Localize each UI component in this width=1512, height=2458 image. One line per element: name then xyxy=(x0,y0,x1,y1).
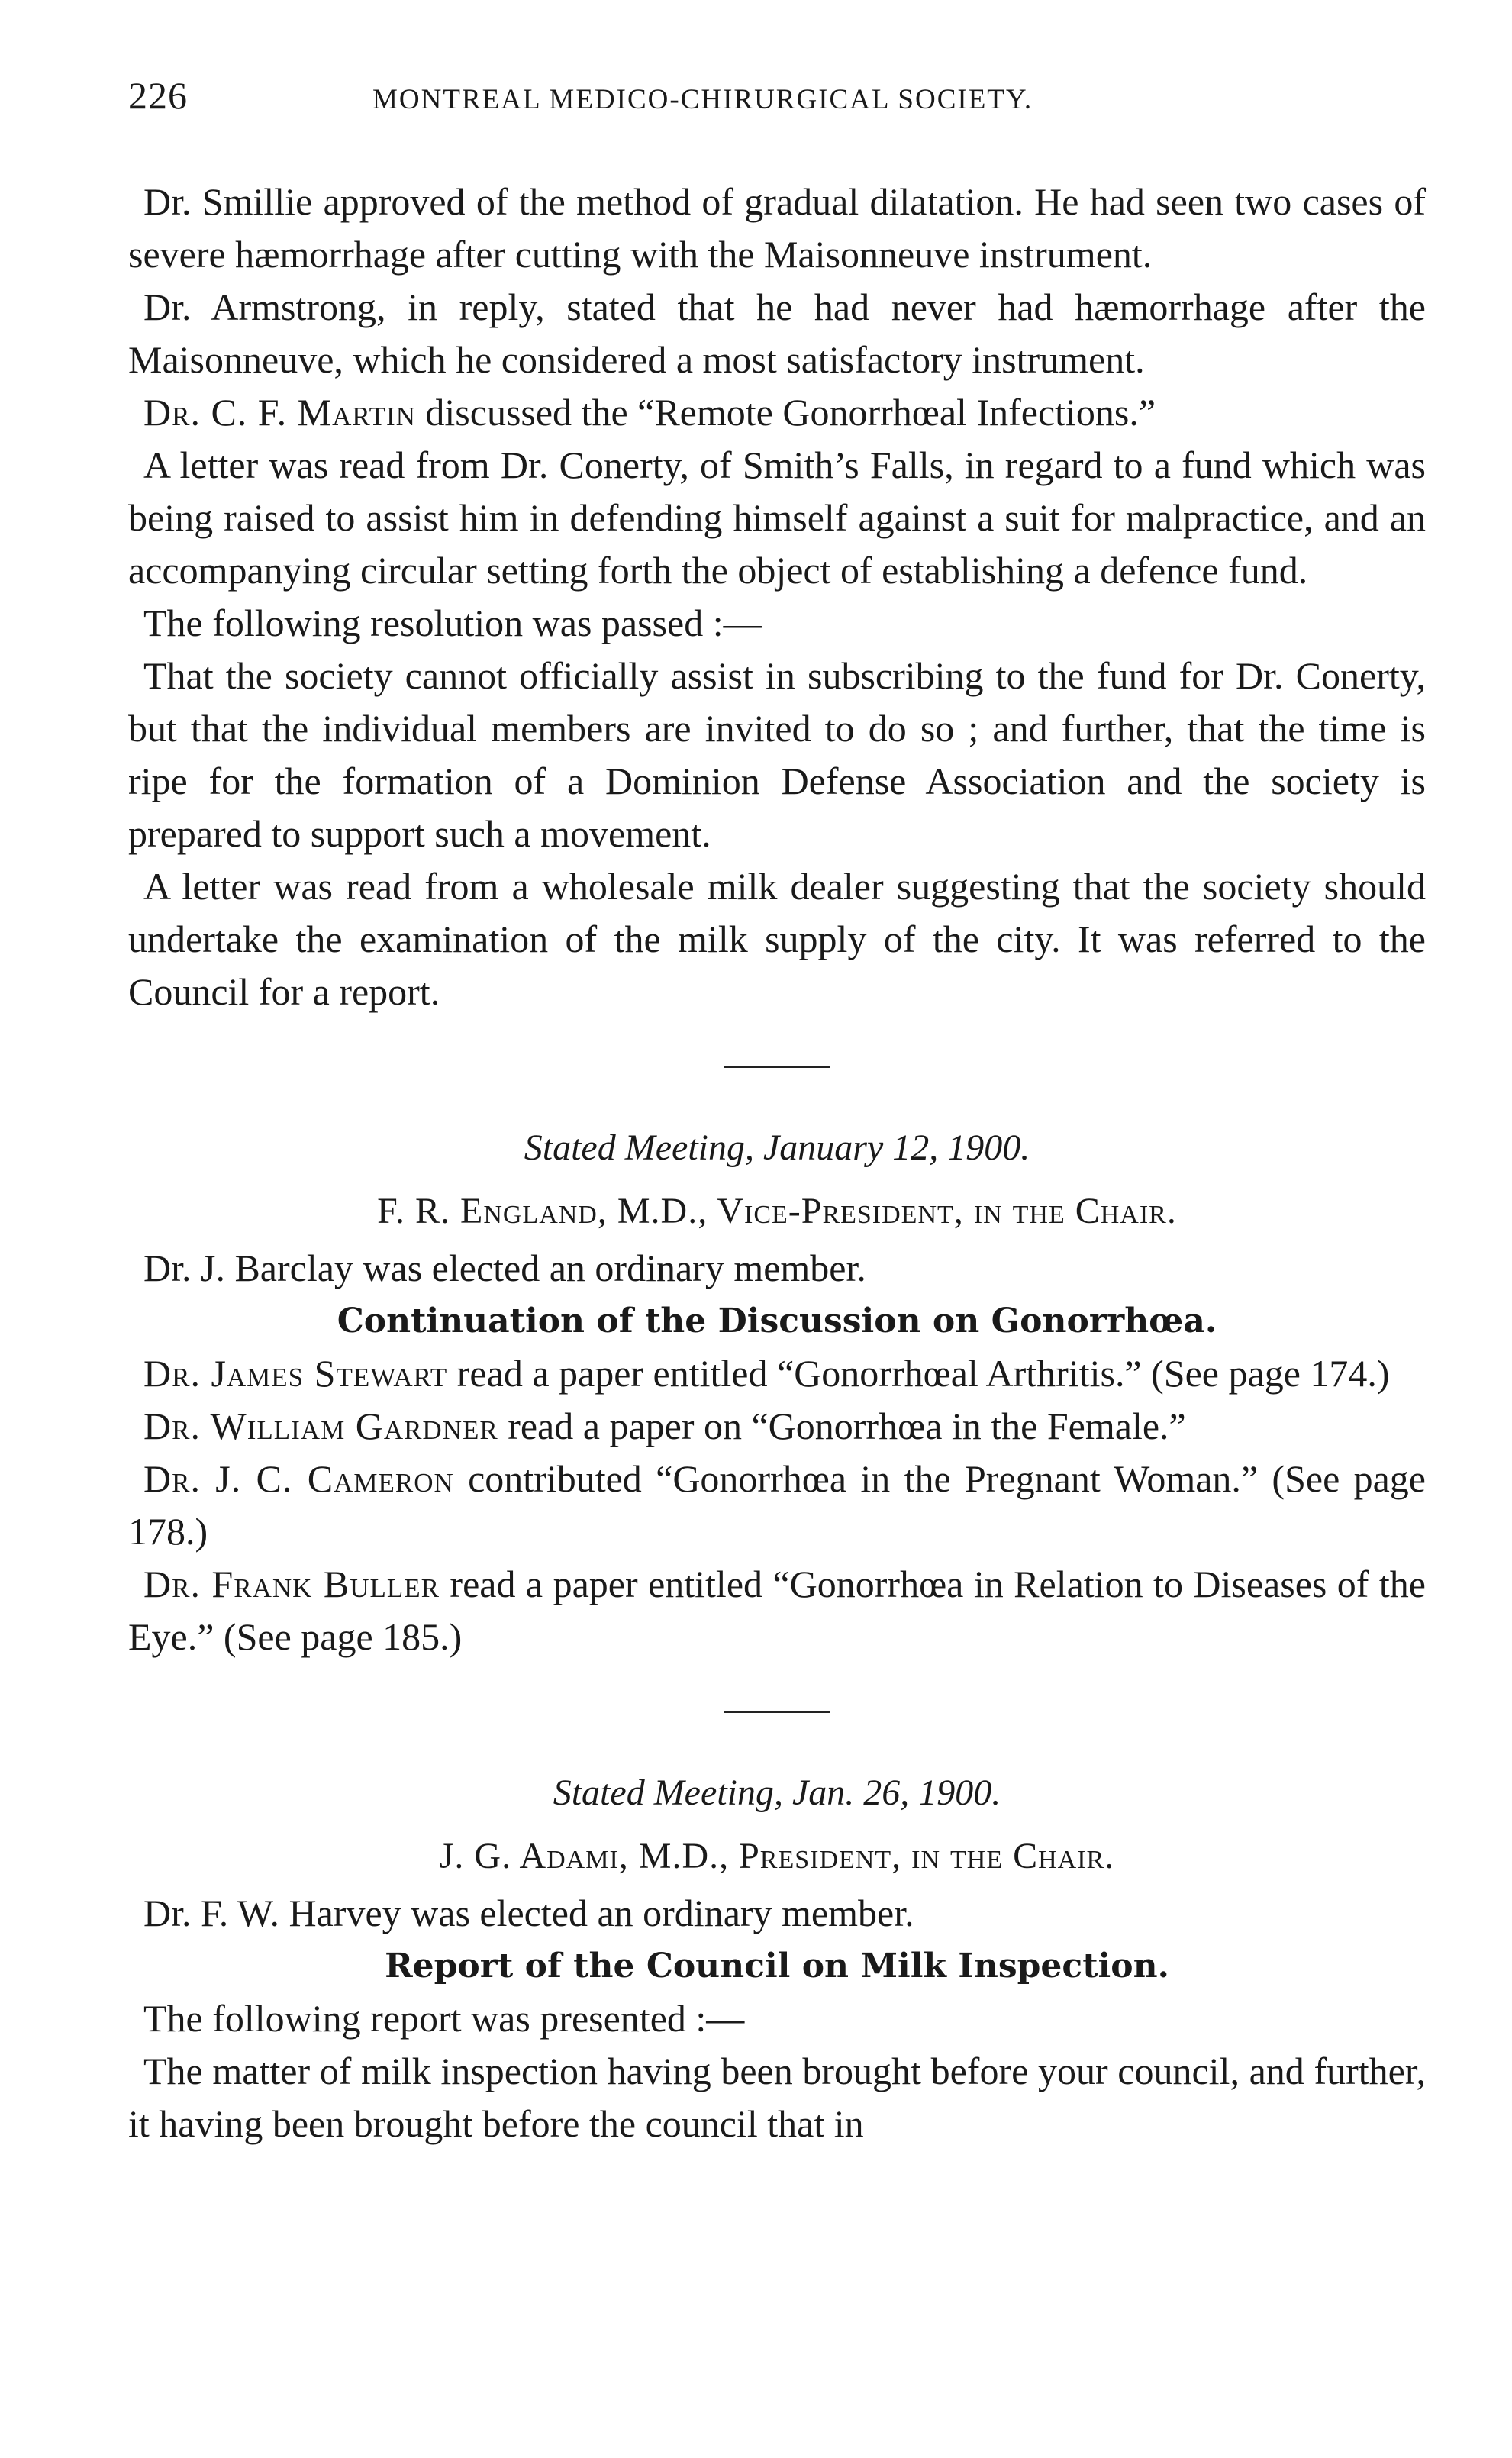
running-head: MONTREAL MEDICO-CHIRURGICAL SOCIETY. xyxy=(372,84,1033,115)
paragraph-report-body: The matter of milk inspection having been brought before your council, and further, it having been brought before the council that in xyxy=(128,2050,1426,2145)
paragraph-resolution-intro: The following resolution was passed :— xyxy=(143,602,762,644)
paragraph-text: read a paper entitled “Gonorrhœa in Relation to Diseases of the Eye.” (See page 185.) xyxy=(128,1563,1427,1658)
speaker-name: Dr. C. F. Martin xyxy=(143,391,416,434)
speaker-name: Dr. William Gardner xyxy=(143,1405,498,1447)
paragraph-paper xyxy=(128,1558,1426,1663)
paragraph-text: discussed the “Remote Gonorrhœal Infections.” xyxy=(415,391,1156,434)
paragraph-milk-letter: A letter was read from a wholesale milk dealer suggesting that the society should undertake the examination of the milk supply of the city. It was referred to the Council for a report. xyxy=(128,865,1426,1013)
chair-line: F. R. England, M.D., Vice-President, in the Chair. xyxy=(377,1191,1177,1231)
paragraph-report-intro: The following report was presented :— xyxy=(143,1997,745,2040)
section-heading: Continuation of the Discussion on Gonorrhœa. xyxy=(337,1302,1217,1340)
speaker-name: Dr. Frank Buller xyxy=(143,1563,440,1605)
document-page xyxy=(128,73,1426,2150)
page-header xyxy=(128,73,1426,134)
paragraph-elected: Dr. F. W. Harvey was elected an ordinary member. xyxy=(143,1892,914,1934)
page-number: 226 xyxy=(128,74,188,117)
paragraph-text: contributed “Gonorrhœa in the Pregnant Woman.” (See page 178.) xyxy=(128,1457,1426,1553)
paragraph-armstrong: Dr. Armstrong, in reply, stated that he had never had hæmorrhage after the Maisonneuve, which he considered a most satisfactory instrument. xyxy=(128,285,1426,381)
section-heading: Report of the Council on Milk Inspection. xyxy=(385,1947,1169,1985)
section-divider xyxy=(724,1066,830,1068)
paragraph-martin xyxy=(128,386,1426,439)
section-divider xyxy=(724,1711,830,1713)
paragraph-paper xyxy=(128,1453,1426,1558)
speaker-name: Dr. James Stewart xyxy=(143,1352,448,1395)
meeting-title: Stated Meeting, January 12, 1900. xyxy=(524,1127,1030,1168)
paragraph-elected: Dr. J. Barclay was elected an ordinary member. xyxy=(143,1247,866,1289)
paragraph-smillie: Dr. Smillie approved of the method of gradual dilatation. He had seen two cases of severe hæmorrhage after cutting with the Maisonneuve instrument. xyxy=(128,180,1426,276)
paragraph-paper xyxy=(128,1400,1426,1453)
paragraph-paper xyxy=(128,1347,1426,1400)
paragraph-text: read a paper on “Gonorrhœa in the Female.” xyxy=(498,1405,1186,1447)
chair-line: J. G. Adami, M.D., President, in the Chair. xyxy=(439,1836,1115,1876)
paragraph-conerty-letter: A letter was read from Dr. Conerty, of Smith’s Falls, in regard to a fund which was being raised to assist him in defending himself against a suit for malpractice, and an accompanying circular setting forth the object of establishing a defence fund. xyxy=(128,444,1426,592)
paragraph-text: read a paper entitled “Gonorrhœal Arthritis.” (See page 174.) xyxy=(447,1352,1390,1395)
speaker-name: Dr. J. C. Cameron xyxy=(143,1457,454,1500)
paragraph-resolution: That the society cannot officially assist in subscribing to the fund for Dr. Conerty, but that the individual members are invited to do so ; and further, that the time is ripe for the formation of a Dominion Defense Association and the society is prepared to support such a movement. xyxy=(128,654,1426,855)
meeting-title: Stated Meeting, Jan. 26, 1900. xyxy=(553,1773,1001,1813)
